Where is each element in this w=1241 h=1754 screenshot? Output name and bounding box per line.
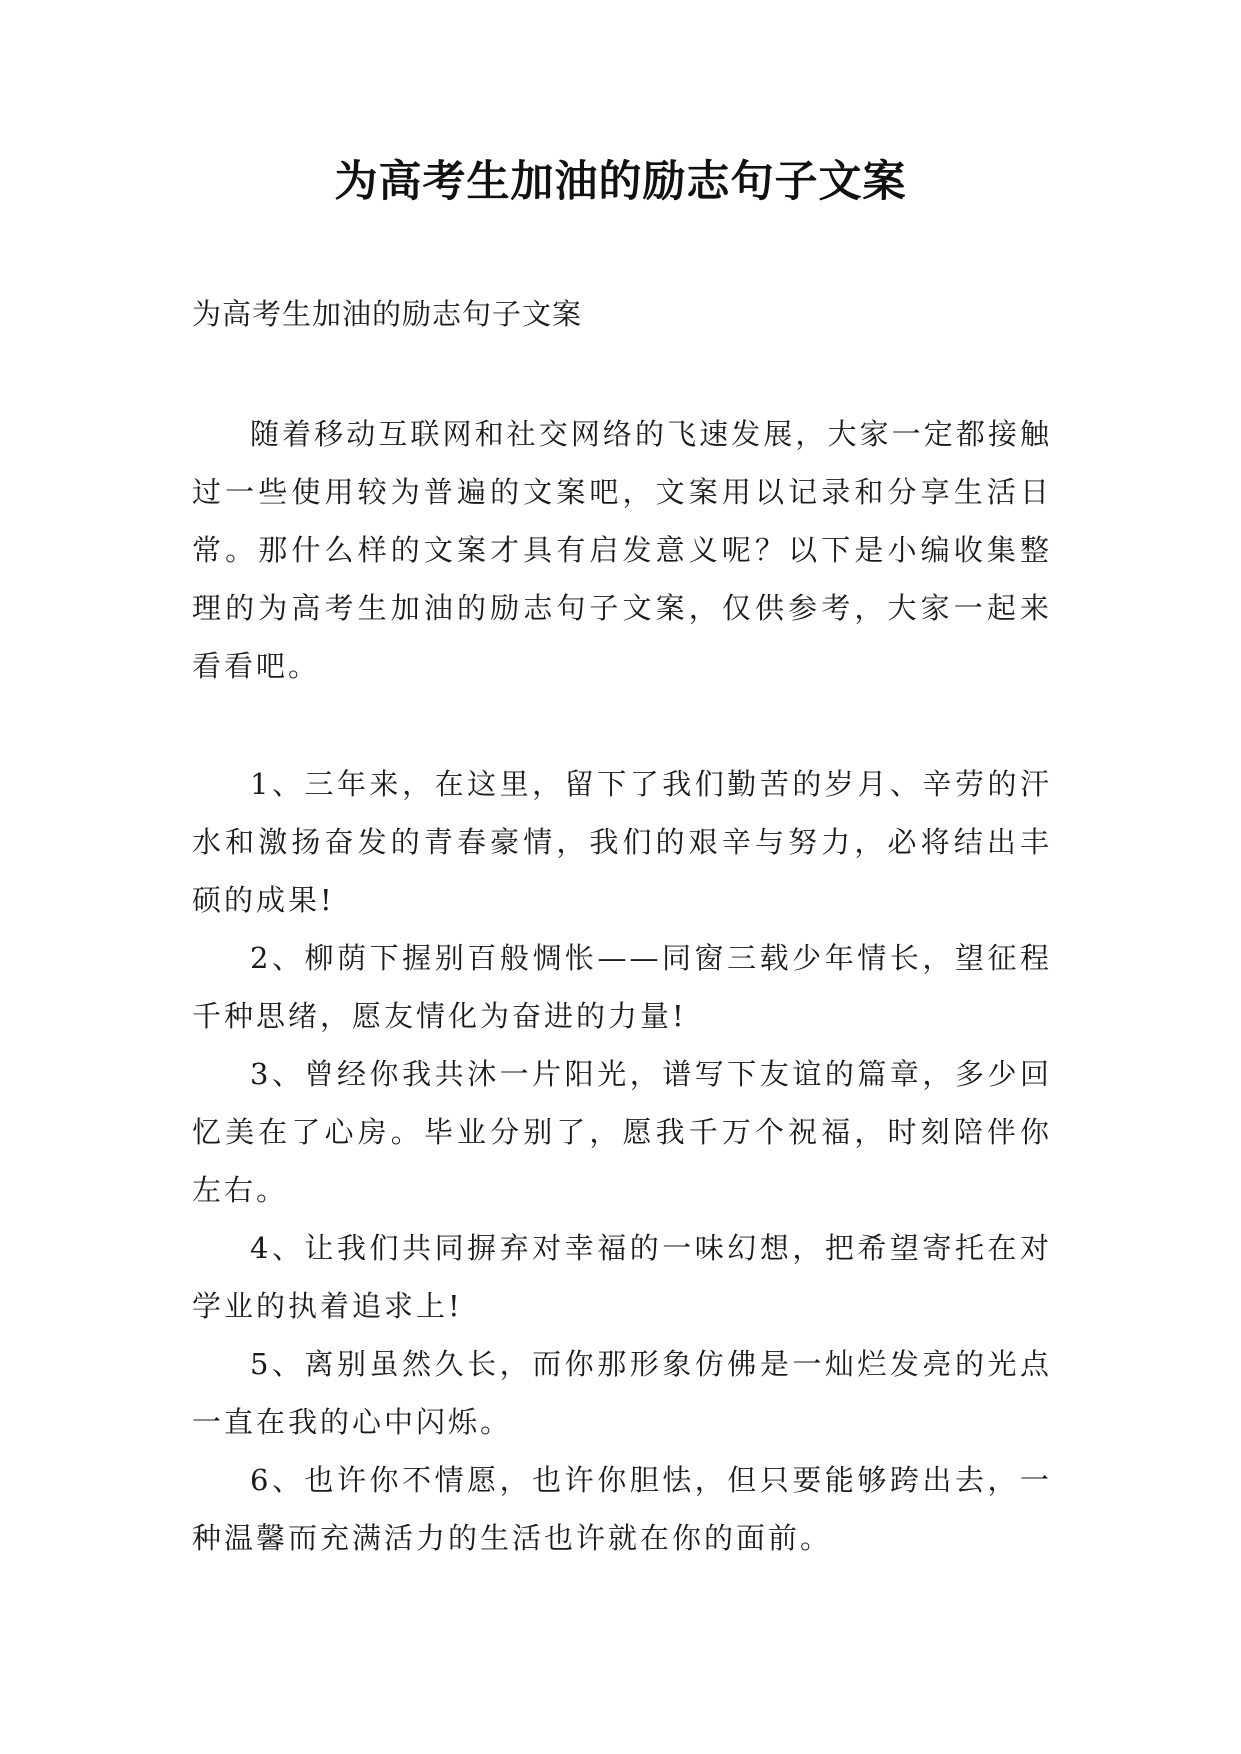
intro-paragraph: 随着移动互联网和社交网络的飞速发展，大家一定都接触过一些使用较为普遍的文案吧，文案用以记录和分享生活日常。那什么样的文案才具有启发意义呢？以下是小编收集整理的为高考生加油的励志句子文案，仅供参考，大家一起来看看吧。 (192, 417, 1052, 683)
list-item: 5、离别虽然久长，而你那形象仿佛是一灿烂发亮的光点一直在我的心中闪烁。 (192, 1347, 1052, 1439)
list-item: 3、曾经你我共沐一片阳光，谱写下友谊的篇章，多少回忆美在了心房。毕业分别了，愿我千万个祝福，时刻陪伴你左右。 (192, 1057, 1052, 1207)
quote-list (192, 755, 1052, 1567)
list-item: 6、也许你不情愿，也许你胆怯，但只要能够跨出去，一种温馨而充满活力的生活也许就在你的面前。 (192, 1463, 1052, 1555)
document-subtitle: 为高考生加油的励志句子文案 (192, 297, 583, 331)
list-item: 1、三年来，在这里，留下了我们勤苦的岁月、辛劳的汗水和激扬奋发的青春豪情，我们的艰辛与努力，必将结出丰硕的成果! (192, 767, 1052, 917)
intro-section (192, 405, 1052, 695)
list-item: 4、让我们共同摒弃对幸福的一味幻想，把希望寄托在对学业的执着追求上! (192, 1231, 1052, 1323)
list-item: 2、柳荫下握别百般惆怅——同窗三载少年情长，望征程千种思绪，愿友情化为奋进的力量! (192, 941, 1052, 1033)
document-title: 为高考生加油的励志句子文案 (334, 157, 907, 207)
